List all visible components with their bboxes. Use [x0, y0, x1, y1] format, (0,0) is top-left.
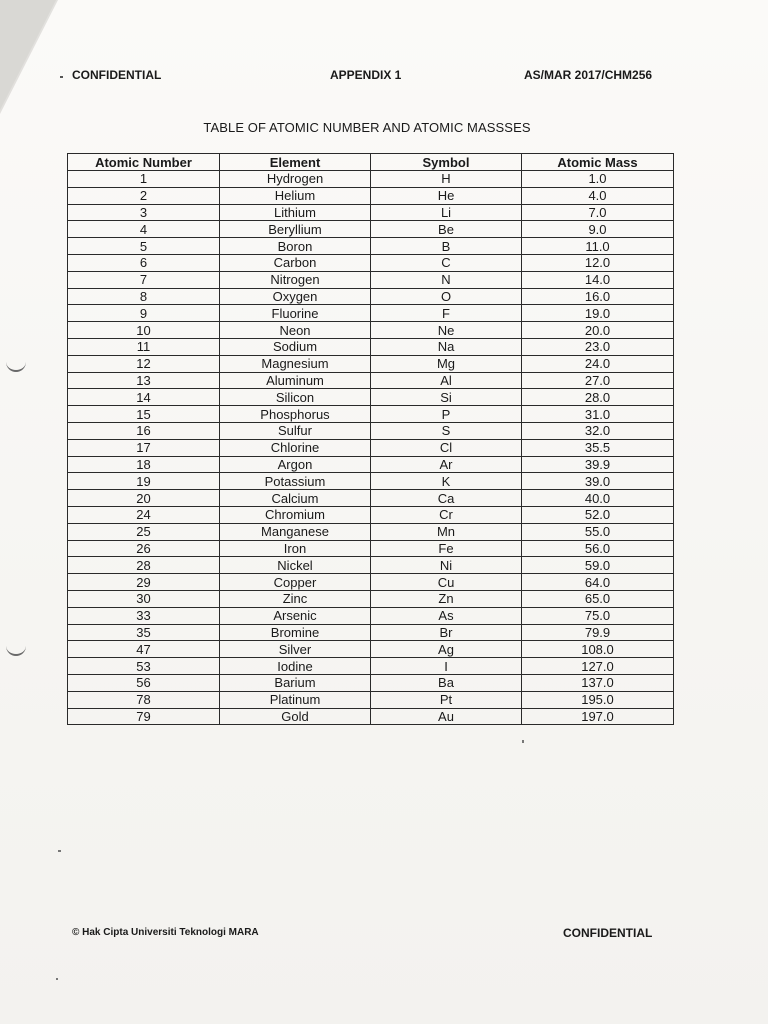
table-row: [68, 506, 674, 523]
punch-hole-mark-upper: [6, 360, 26, 372]
corner-fold: [0, 0, 56, 110]
atomic-number-cell: 25: [68, 523, 220, 540]
atomic-number-cell: 3: [68, 204, 220, 221]
atomic-number-cell: 16: [68, 422, 220, 439]
atomic-mass-cell: 27.0: [522, 372, 674, 389]
atomic-number-cell: 56: [68, 674, 220, 691]
symbol-cell: P: [371, 406, 522, 423]
scan-speck: [522, 740, 524, 743]
element-cell: Beryllium: [220, 221, 371, 238]
atomic-mass-cell: 31.0: [522, 406, 674, 423]
symbol-cell: Cl: [371, 439, 522, 456]
symbol-cell: Ni: [371, 557, 522, 574]
element-cell: Iron: [220, 540, 371, 557]
symbol-cell: B: [371, 238, 522, 255]
table-row: [68, 389, 674, 406]
symbol-cell: Zn: [371, 590, 522, 607]
atomic-number-cell: 47: [68, 641, 220, 658]
element-cell: Potassium: [220, 473, 371, 490]
symbol-cell: Mg: [371, 355, 522, 372]
element-cell: Magnesium: [220, 355, 371, 372]
table-row: [68, 187, 674, 204]
header-dot: [60, 76, 63, 78]
atomic-number-cell: 12: [68, 355, 220, 372]
atomic-number-cell: 26: [68, 540, 220, 557]
element-cell: Lithium: [220, 204, 371, 221]
atomic-mass-cell: 75.0: [522, 607, 674, 624]
element-cell: Calcium: [220, 490, 371, 507]
atomic-number-cell: 7: [68, 271, 220, 288]
atomic-mass-cell: 64.0: [522, 574, 674, 591]
atomic-number-cell: 33: [68, 607, 220, 624]
atomic-mass-cell: 4.0: [522, 187, 674, 204]
atomic-number-cell: 13: [68, 372, 220, 389]
table-row: [68, 238, 674, 255]
atomic-number-cell: 15: [68, 406, 220, 423]
table-row: [68, 422, 674, 439]
table-row: [68, 372, 674, 389]
element-cell: Argon: [220, 456, 371, 473]
atomic-number-cell: 10: [68, 322, 220, 339]
symbol-cell: Si: [371, 389, 522, 406]
page-header: [0, 68, 768, 86]
element-cell: Nickel: [220, 557, 371, 574]
atomic-number-cell: 6: [68, 254, 220, 271]
element-cell: Oxygen: [220, 288, 371, 305]
element-cell: Zinc: [220, 590, 371, 607]
element-cell: Manganese: [220, 523, 371, 540]
atomic-number-cell: 4: [68, 221, 220, 238]
atomic-mass-cell: 19.0: [522, 305, 674, 322]
table-row: [68, 473, 674, 490]
element-cell: Bromine: [220, 624, 371, 641]
table-row: [68, 691, 674, 708]
element-cell: Barium: [220, 674, 371, 691]
table-header-row: [68, 154, 674, 171]
symbol-cell: Ag: [371, 641, 522, 658]
atomic-number-cell: 79: [68, 708, 220, 725]
atomic-mass-cell: 137.0: [522, 674, 674, 691]
table-body: [68, 171, 674, 725]
atomic-mass-cell: 59.0: [522, 557, 674, 574]
symbol-cell: Al: [371, 372, 522, 389]
table-row: [68, 355, 674, 372]
atomic-number-cell: 28: [68, 557, 220, 574]
footer-confidential: CONFIDENTIAL: [563, 926, 653, 940]
atomic-number-cell: 9: [68, 305, 220, 322]
element-cell: Phosphorus: [220, 406, 371, 423]
column-header-symbol: Symbol: [371, 154, 522, 171]
element-cell: Hydrogen: [220, 171, 371, 188]
table-row: [68, 456, 674, 473]
table-row: [68, 674, 674, 691]
table-row: [68, 288, 674, 305]
element-cell: Aluminum: [220, 372, 371, 389]
atomic-mass-cell: 16.0: [522, 288, 674, 305]
table-row: [68, 171, 674, 188]
column-header-atomic-mass: Atomic Mass: [522, 154, 674, 171]
atomic-number-cell: 24: [68, 506, 220, 523]
header-course-code: AS/MAR 2017/CHM256: [524, 68, 653, 82]
symbol-cell: Fe: [371, 540, 522, 557]
table-row: [68, 322, 674, 339]
table-row: [68, 540, 674, 557]
table-row: [68, 338, 674, 355]
table-row: [68, 590, 674, 607]
atomic-mass-cell: 14.0: [522, 271, 674, 288]
element-cell: Helium: [220, 187, 371, 204]
table-row: [68, 204, 674, 221]
punch-hole-mark-lower: [6, 644, 26, 656]
atomic-mass-cell: 108.0: [522, 641, 674, 658]
atomic-mass-cell: 39.9: [522, 456, 674, 473]
symbol-cell: Ba: [371, 674, 522, 691]
table-row: [68, 439, 674, 456]
element-cell: Gold: [220, 708, 371, 725]
symbol-cell: Pt: [371, 691, 522, 708]
element-cell: Boron: [220, 238, 371, 255]
atomic-number-cell: 5: [68, 238, 220, 255]
element-cell: Silicon: [220, 389, 371, 406]
symbol-cell: F: [371, 305, 522, 322]
symbol-cell: H: [371, 171, 522, 188]
symbol-cell: Au: [371, 708, 522, 725]
symbol-cell: Li: [371, 204, 522, 221]
header-confidential: CONFIDENTIAL: [72, 68, 162, 82]
symbol-cell: N: [371, 271, 522, 288]
atomic-mass-cell: 55.0: [522, 523, 674, 540]
symbol-cell: Na: [371, 338, 522, 355]
symbol-cell: Ar: [371, 456, 522, 473]
atomic-mass-cell: 11.0: [522, 238, 674, 255]
element-cell: Sodium: [220, 338, 371, 355]
symbol-cell: O: [371, 288, 522, 305]
table-row: [68, 624, 674, 641]
atomic-mass-cell: 56.0: [522, 540, 674, 557]
atomic-mass-cell: 197.0: [522, 708, 674, 725]
element-cell: Chlorine: [220, 439, 371, 456]
element-cell: Arsenic: [220, 607, 371, 624]
atomic-number-cell: 20: [68, 490, 220, 507]
atomic-mass-cell: 23.0: [522, 338, 674, 355]
atomic-number-cell: 78: [68, 691, 220, 708]
atomic-mass-cell: 65.0: [522, 590, 674, 607]
element-cell: Platinum: [220, 691, 371, 708]
symbol-cell: Mn: [371, 523, 522, 540]
atomic-mass-cell: 28.0: [522, 389, 674, 406]
symbol-cell: Cu: [371, 574, 522, 591]
footer-copyright: © Hak Cipta Universiti Teknologi MARA: [72, 927, 259, 938]
symbol-cell: S: [371, 422, 522, 439]
atomic-mass-cell: 7.0: [522, 204, 674, 221]
symbol-cell: Ca: [371, 490, 522, 507]
table-row: [68, 305, 674, 322]
page-footer: [0, 926, 768, 944]
element-cell: Copper: [220, 574, 371, 591]
symbol-cell: Br: [371, 624, 522, 641]
table-row: [68, 574, 674, 591]
table-row: [68, 490, 674, 507]
atomic-number-cell: 35: [68, 624, 220, 641]
column-header-atomic-number: Atomic Number: [68, 154, 220, 171]
atomic-number-cell: 14: [68, 389, 220, 406]
symbol-cell: As: [371, 607, 522, 624]
atomic-mass-cell: 35.5: [522, 439, 674, 456]
element-cell: Fluorine: [220, 305, 371, 322]
atomic-mass-cell: 79.9: [522, 624, 674, 641]
atomic-mass-cell: 32.0: [522, 422, 674, 439]
element-cell: Neon: [220, 322, 371, 339]
scan-speck: [56, 978, 58, 980]
symbol-cell: I: [371, 658, 522, 675]
table-row: [68, 271, 674, 288]
element-cell: Chromium: [220, 506, 371, 523]
table-row: [68, 523, 674, 540]
symbol-cell: C: [371, 254, 522, 271]
atomic-mass-cell: 39.0: [522, 473, 674, 490]
table-row: [68, 254, 674, 271]
atomic-number-cell: 29: [68, 574, 220, 591]
header-appendix: APPENDIX 1: [330, 68, 402, 82]
atomic-mass-cell: 127.0: [522, 658, 674, 675]
table-row: [68, 658, 674, 675]
table-row: [68, 221, 674, 238]
table-row: [68, 708, 674, 725]
atomic-number-cell: 19: [68, 473, 220, 490]
element-cell: Nitrogen: [220, 271, 371, 288]
atomic-number-cell: 11: [68, 338, 220, 355]
symbol-cell: He: [371, 187, 522, 204]
atomic-number-cell: 8: [68, 288, 220, 305]
atomic-mass-cell: 12.0: [522, 254, 674, 271]
table-row: [68, 641, 674, 658]
atomic-number-cell: 18: [68, 456, 220, 473]
atomic-mass-cell: 20.0: [522, 322, 674, 339]
symbol-cell: Be: [371, 221, 522, 238]
atomic-number-cell: 1: [68, 171, 220, 188]
atomic-mass-cell: 40.0: [522, 490, 674, 507]
symbol-cell: Ne: [371, 322, 522, 339]
atomic-number-cell: 30: [68, 590, 220, 607]
atomic-mass-cell: 52.0: [522, 506, 674, 523]
column-header-element: Element: [220, 154, 371, 171]
table-row: [68, 406, 674, 423]
atomic-number-cell: 17: [68, 439, 220, 456]
symbol-cell: Cr: [371, 506, 522, 523]
atomic-mass-cell: 24.0: [522, 355, 674, 372]
atomic-number-cell: 2: [68, 187, 220, 204]
element-cell: Iodine: [220, 658, 371, 675]
atomic-mass-cell: 195.0: [522, 691, 674, 708]
element-cell: Silver: [220, 641, 371, 658]
table-row: [68, 557, 674, 574]
atomic-mass-cell: 9.0: [522, 221, 674, 238]
scan-speck: [58, 850, 61, 852]
element-cell: Sulfur: [220, 422, 371, 439]
table-row: [68, 607, 674, 624]
atomic-number-cell: 53: [68, 658, 220, 675]
page-title: TABLE OF ATOMIC NUMBER AND ATOMIC MASSSES: [203, 120, 531, 135]
atomic-mass-table: [67, 153, 674, 725]
element-cell: Carbon: [220, 254, 371, 271]
atomic-mass-cell: 1.0: [522, 171, 674, 188]
symbol-cell: K: [371, 473, 522, 490]
